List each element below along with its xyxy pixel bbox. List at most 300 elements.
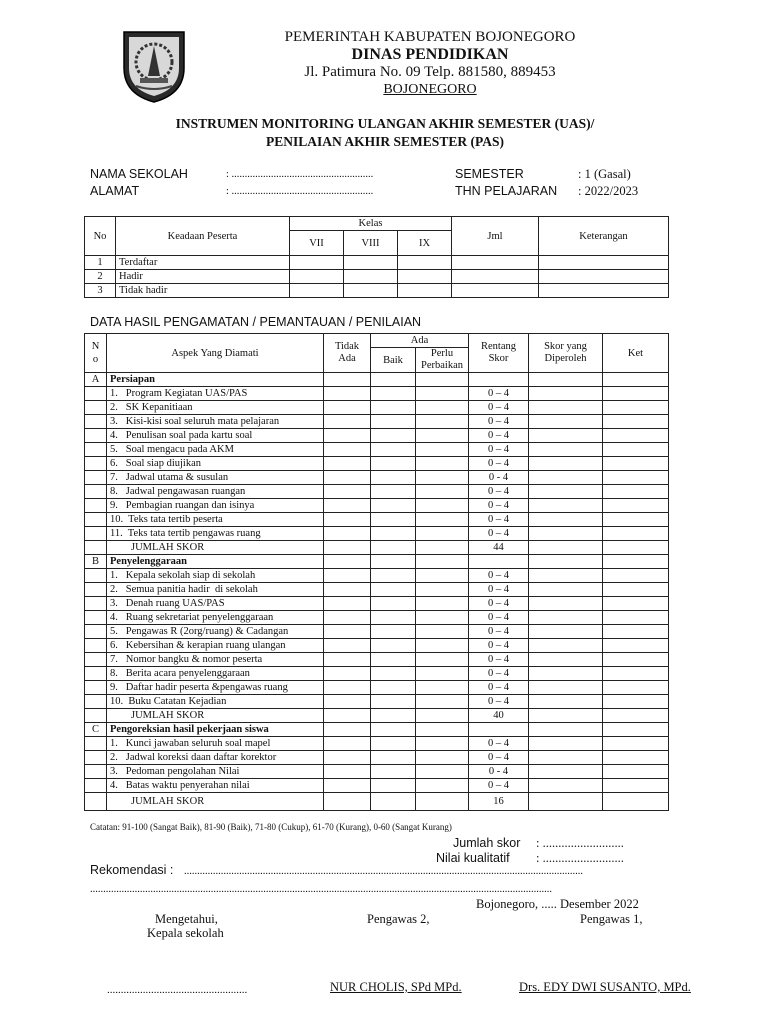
supervisor2-name: NUR CHOLIS, SPd MPd. (330, 980, 462, 994)
total-score-value: : .......................... (536, 836, 624, 850)
aspect-row (85, 471, 669, 485)
aspect-text: 8. Berita acara penyelenggaraan (107, 667, 324, 681)
empty-cell (85, 765, 107, 779)
score-range: 0 – 4 (469, 387, 529, 401)
section-total-value: 44 (469, 541, 529, 555)
aspect-row (85, 429, 669, 443)
empty-cell (324, 415, 371, 429)
score-range: 0 - 4 (469, 765, 529, 779)
empty-cell (85, 695, 107, 709)
col-total: Jml (452, 217, 539, 256)
empty-cell (416, 737, 469, 751)
empty-cell (324, 499, 371, 513)
empty-cell (371, 583, 416, 597)
participants-table (84, 216, 669, 298)
empty-cell (416, 779, 469, 793)
empty-cell (85, 779, 107, 793)
score-range: 0 - 4 (469, 471, 529, 485)
section-title: Pengoreksian hasil pekerjaan siswa (107, 723, 324, 737)
document-title-line1: INSTRUMEN MONITORING ULANGAN AKHIR SEMESTER (UAS)/ (175, 116, 595, 131)
empty-cell (85, 751, 107, 765)
empty-cell (371, 429, 416, 443)
row-no: 1 (85, 256, 116, 270)
empty-cell (416, 625, 469, 639)
empty-cell (85, 709, 107, 723)
score-range: 0 – 4 (469, 611, 529, 625)
empty-cell (371, 485, 416, 499)
empty-cell (529, 541, 603, 555)
empty-cell (85, 387, 107, 401)
academic-year-label: THN PELAJARAN (455, 184, 558, 198)
aspect-row (85, 681, 669, 695)
empty-cell (603, 723, 669, 737)
section-total-row (85, 793, 669, 811)
empty-cell (324, 443, 371, 457)
place-date: Bojonegoro, ..... Desember 2022 (476, 897, 639, 911)
document-title-line2: PENILAIAN AKHIR SEMESTER (PAS) (266, 134, 504, 149)
empty-cell (603, 779, 669, 793)
aspect-text: 10. Teks tata tertib peserta (107, 513, 324, 527)
supervisor1-name: Drs. EDY DWI SUSANTO, MPd. (519, 980, 691, 994)
empty-cell (603, 793, 669, 811)
row-no: 3 (85, 284, 116, 298)
empty-cell (324, 737, 371, 751)
aspect-row (85, 387, 669, 401)
empty-cell (529, 793, 603, 811)
empty-cell (416, 485, 469, 499)
empty-cell (85, 471, 107, 485)
col-class-viii: VIII (344, 231, 398, 256)
aspect-row (85, 695, 669, 709)
empty-cell (324, 681, 371, 695)
empty-cell (85, 597, 107, 611)
aspect-row (85, 569, 669, 583)
empty-cell (603, 667, 669, 681)
empty-cell (85, 415, 107, 429)
empty-cell (371, 611, 416, 625)
empty-cell (529, 639, 603, 653)
empty-cell (603, 513, 669, 527)
empty-cell (324, 485, 371, 499)
empty-cell (416, 443, 469, 457)
score-range: 0 – 4 (469, 695, 529, 709)
score-range: 0 – 4 (469, 779, 529, 793)
empty-cell (371, 401, 416, 415)
aspect-row (85, 485, 669, 499)
empty-cell (324, 723, 371, 737)
col-good: Baik (371, 348, 416, 373)
empty-cell (416, 723, 469, 737)
empty-cell (416, 429, 469, 443)
aspect-row (85, 639, 669, 653)
aspect-row (85, 653, 669, 667)
empty-cell (324, 373, 371, 387)
empty-cell (85, 457, 107, 471)
empty-cell (371, 765, 416, 779)
empty-cell (416, 541, 469, 555)
empty-cell (529, 443, 603, 457)
empty-cell (324, 569, 371, 583)
address-label: ALAMAT (90, 184, 140, 198)
aspect-text: 3. Denah ruang UAS/PAS (107, 597, 324, 611)
aspect-row (85, 765, 669, 779)
empty-cell (416, 709, 469, 723)
section-letter: B (85, 555, 107, 569)
empty-cell (371, 723, 416, 737)
row-label: Terdaftar (116, 256, 290, 270)
empty-cell (324, 695, 371, 709)
aspect-text: 9. Daftar hadir peserta &pengawas ruang (107, 681, 324, 695)
section-header-row (85, 555, 669, 569)
empty-cell (603, 639, 669, 653)
empty-cell (603, 765, 669, 779)
aspect-text: 3. Kisi-kisi soal seluruh mata pelajaran (107, 415, 324, 429)
empty-cell (603, 401, 669, 415)
agency-address: Jl. Patimura No. 09 Telp. 881580, 889453 (304, 64, 556, 80)
empty-cell (529, 401, 603, 415)
semester-label: SEMESTER (455, 167, 524, 181)
aspect-text: 1. Kunci jawaban seluruh soal mapel (107, 737, 324, 751)
empty-cell (324, 779, 371, 793)
col-note: Keterangan (539, 217, 669, 256)
empty-cell (529, 653, 603, 667)
empty-cell (603, 751, 669, 765)
aspect-row (85, 527, 669, 541)
empty-cell (371, 513, 416, 527)
supervisor1-title: Pengawas 1, (580, 912, 643, 926)
aspect-text: 6. Soal siap diujikan (107, 457, 324, 471)
empty-cell (529, 415, 603, 429)
empty-cell (529, 569, 603, 583)
aspect-row (85, 401, 669, 415)
empty-cell (324, 597, 371, 611)
empty-cell (529, 709, 603, 723)
address-value: : ...................................................... (226, 186, 374, 197)
aspect-text: 11. Teks tata tertib pengawas ruang (107, 527, 324, 541)
empty-cell (416, 499, 469, 513)
empty-cell (324, 583, 371, 597)
empty-cell (529, 513, 603, 527)
empty-cell (603, 429, 669, 443)
participant-row (85, 256, 669, 270)
empty-cell (603, 527, 669, 541)
empty-cell (371, 737, 416, 751)
score-range: 0 – 4 (469, 401, 529, 415)
empty-cell (529, 555, 603, 569)
empty-cell (85, 513, 107, 527)
empty-cell (85, 583, 107, 597)
empty-cell (85, 429, 107, 443)
empty-cell (529, 527, 603, 541)
aspect-text: 2. Semua panitia hadir di sekolah (107, 583, 324, 597)
empty-cell (324, 653, 371, 667)
empty-cell (371, 555, 416, 569)
aspect-text: 4. Batas waktu penyerahan nilai (107, 779, 324, 793)
empty-cell (603, 443, 669, 457)
empty-cell (324, 401, 371, 415)
col-no: No (85, 217, 116, 256)
empty-cell (603, 653, 669, 667)
participant-row (85, 284, 669, 298)
col-participant-state: Keadaan Peserta (116, 217, 290, 256)
empty-cell (469, 555, 529, 569)
empty-cell (416, 751, 469, 765)
empty-cell (416, 639, 469, 653)
aspect-text: 1. Program Kegiatan UAS/PAS (107, 387, 324, 401)
aspect-row (85, 499, 669, 513)
empty-cell (324, 387, 371, 401)
score-range: 0 – 4 (469, 653, 529, 667)
section-total-label: JUMLAH SKOR (107, 793, 324, 811)
academic-year-value: : 2022/2023 (578, 184, 639, 198)
empty-cell (324, 751, 371, 765)
col-class-ix: IX (398, 231, 452, 256)
score-range: 0 – 4 (469, 415, 529, 429)
empty-cell (371, 653, 416, 667)
empty-cell (85, 499, 107, 513)
empty-cell (324, 709, 371, 723)
known-by-label: Mengetahui, (155, 912, 218, 926)
empty-cell (603, 695, 669, 709)
empty-cell (371, 415, 416, 429)
aspect-row (85, 779, 669, 793)
aspect-text: 4. Ruang sekretariat penyelenggaraan (107, 611, 324, 625)
section-total-row (85, 541, 669, 555)
empty-cell (85, 541, 107, 555)
score-range: 0 – 4 (469, 583, 529, 597)
empty-cell (529, 611, 603, 625)
empty-cell (85, 485, 107, 499)
aspect-text: 9. Pembagian ruangan dan isinya (107, 499, 324, 513)
col-no: N o (85, 334, 107, 373)
empty-cell (529, 625, 603, 639)
aspect-row (85, 737, 669, 751)
empty-cell (324, 555, 371, 569)
section-header-row (85, 723, 669, 737)
empty-cell (603, 541, 669, 555)
aspect-row (85, 625, 669, 639)
empty-cell (371, 373, 416, 387)
aspect-text: 5. Soal mengacu pada AKM (107, 443, 324, 457)
col-score-obtained: Skor yang Diperoleh (529, 334, 603, 373)
score-range: 0 – 4 (469, 429, 529, 443)
empty-cell (371, 541, 416, 555)
empty-cell (529, 597, 603, 611)
school-name-value: : ...................................................... (226, 169, 374, 180)
score-range: 0 – 4 (469, 443, 529, 457)
empty-cell (371, 695, 416, 709)
aspect-text: 8. Jadwal pengawasan ruangan (107, 485, 324, 499)
section-letter: A (85, 373, 107, 387)
aspect-row (85, 583, 669, 597)
col-score-range: Rentang Skor (469, 334, 529, 373)
empty-cell (529, 737, 603, 751)
aspect-text: 2. Jadwal koreksi daan daftar korektor (107, 751, 324, 765)
empty-cell (324, 625, 371, 639)
empty-cell (85, 527, 107, 541)
empty-cell (324, 471, 371, 485)
aspect-text: 5. Pengawas R (2org/ruang) & Cadangan (107, 625, 324, 639)
aspect-row (85, 751, 669, 765)
col-aspect: Aspek Yang Diamati (107, 334, 324, 373)
empty-cell (324, 667, 371, 681)
row-label: Tidak hadir (116, 284, 290, 298)
score-range: 0 – 4 (469, 625, 529, 639)
empty-cell (416, 611, 469, 625)
score-range: 0 – 4 (469, 527, 529, 541)
qualitative-score-label: Nilai kualitatif (436, 851, 510, 865)
empty-cell (529, 373, 603, 387)
empty-cell (416, 569, 469, 583)
empty-cell (371, 681, 416, 695)
empty-cell (371, 667, 416, 681)
aspect-row (85, 457, 669, 471)
empty-cell (324, 639, 371, 653)
aspect-row (85, 667, 669, 681)
empty-cell (371, 457, 416, 471)
grading-note: Catatan: 91-100 (Sangat Baik), 81-90 (Baik), 71-80 (Cukup), 61-70 (Kurang), 0-60 (Sangat Kurang) (90, 822, 452, 832)
section-total-label: JUMLAH SKOR (107, 541, 324, 555)
aspect-row (85, 597, 669, 611)
empty-cell (529, 723, 603, 737)
empty-cell (603, 373, 669, 387)
score-range: 0 – 4 (469, 667, 529, 681)
principal-title: Kepala sekolah (147, 926, 224, 940)
empty-cell (529, 695, 603, 709)
score-range: 0 – 4 (469, 737, 529, 751)
empty-cell (416, 765, 469, 779)
score-range: 0 – 4 (469, 639, 529, 653)
row-label: Hadir (116, 270, 290, 284)
row-no: 2 (85, 270, 116, 284)
empty-cell (324, 429, 371, 443)
empty-cell (529, 499, 603, 513)
empty-cell (324, 793, 371, 811)
empty-cell (416, 597, 469, 611)
agency-name: DINAS PENDIDIKAN (351, 46, 509, 63)
empty-cell (416, 387, 469, 401)
empty-cell (416, 527, 469, 541)
empty-cell (416, 653, 469, 667)
recommendation-line2: ................................................................................................................................................................................ (90, 884, 552, 895)
empty-cell (603, 625, 669, 639)
empty-cell (603, 387, 669, 401)
qualitative-score-value: : .......................... (536, 851, 624, 865)
empty-cell (371, 597, 416, 611)
recommendation-label: Rekomendasi : (90, 863, 174, 877)
aspect-text: 7. Jadwal utama & susulan (107, 471, 324, 485)
recommendation-line1: ........................................................................................................................................................ (184, 866, 583, 877)
empty-cell (371, 387, 416, 401)
section-total-value: 40 (469, 709, 529, 723)
empty-cell (416, 555, 469, 569)
observation-heading: DATA HASIL PENGAMATAN / PEMANTAUAN / PENILAIAN (90, 315, 422, 329)
empty-cell (371, 709, 416, 723)
empty-cell (603, 583, 669, 597)
empty-cell (324, 527, 371, 541)
aspect-text: 6. Kebersihan & kerapian ruang ulangan (107, 639, 324, 653)
empty-cell (603, 485, 669, 499)
score-range: 0 – 4 (469, 485, 529, 499)
empty-cell (371, 499, 416, 513)
empty-cell (371, 793, 416, 811)
empty-cell (85, 443, 107, 457)
score-range: 0 – 4 (469, 597, 529, 611)
score-range: 0 – 4 (469, 457, 529, 471)
empty-cell (416, 793, 469, 811)
score-range: 0 – 4 (469, 681, 529, 695)
empty-cell (416, 401, 469, 415)
empty-cell (529, 765, 603, 779)
empty-cell (603, 471, 669, 485)
empty-cell (469, 373, 529, 387)
col-absent: Tidak Ada (324, 334, 371, 373)
empty-cell (529, 583, 603, 597)
empty-cell (416, 583, 469, 597)
section-total-label: JUMLAH SKOR (107, 709, 324, 723)
semester-value: : 1 (Gasal) (578, 167, 631, 181)
empty-cell (529, 471, 603, 485)
empty-cell (529, 429, 603, 443)
aspect-row (85, 611, 669, 625)
empty-cell (324, 457, 371, 471)
empty-cell (85, 401, 107, 415)
empty-cell (603, 415, 669, 429)
empty-cell (324, 513, 371, 527)
empty-cell (416, 471, 469, 485)
empty-cell (416, 415, 469, 429)
aspect-text: 1. Kepala sekolah siap di sekolah (107, 569, 324, 583)
empty-cell (85, 681, 107, 695)
school-name-label: NAMA SEKOLAH (90, 167, 188, 181)
empty-cell (529, 667, 603, 681)
empty-cell (529, 779, 603, 793)
aspect-row (85, 415, 669, 429)
empty-cell (85, 793, 107, 811)
empty-cell (529, 681, 603, 695)
empty-cell (371, 779, 416, 793)
aspect-text: 2. SK Kepanitiaan (107, 401, 324, 415)
section-header-row (85, 373, 669, 387)
empty-cell (529, 457, 603, 471)
score-range: 0 – 4 (469, 569, 529, 583)
col-needs-improvement: Perlu Perbaikan (416, 348, 469, 373)
empty-cell (85, 611, 107, 625)
col-class-vii: VII (290, 231, 344, 256)
empty-cell (416, 513, 469, 527)
empty-cell (603, 569, 669, 583)
empty-cell (85, 639, 107, 653)
empty-cell (371, 751, 416, 765)
aspect-text: 10. Buku Catatan Kejadian (107, 695, 324, 709)
empty-cell (603, 499, 669, 513)
empty-cell (324, 611, 371, 625)
government-name: PEMERINTAH KABUPATEN BOJONEGORO (284, 29, 576, 45)
empty-cell (603, 555, 669, 569)
empty-cell (416, 695, 469, 709)
score-range: 0 – 4 (469, 499, 529, 513)
supervisor2-title: Pengawas 2, (367, 912, 430, 926)
empty-cell (469, 723, 529, 737)
city-name: BOJONEGORO (383, 82, 477, 97)
section-title: Persiapan (107, 373, 324, 387)
empty-cell (85, 569, 107, 583)
empty-cell (416, 667, 469, 681)
aspect-row (85, 513, 669, 527)
total-score-label: Jumlah skor (453, 836, 521, 850)
empty-cell (85, 653, 107, 667)
empty-cell (603, 737, 669, 751)
